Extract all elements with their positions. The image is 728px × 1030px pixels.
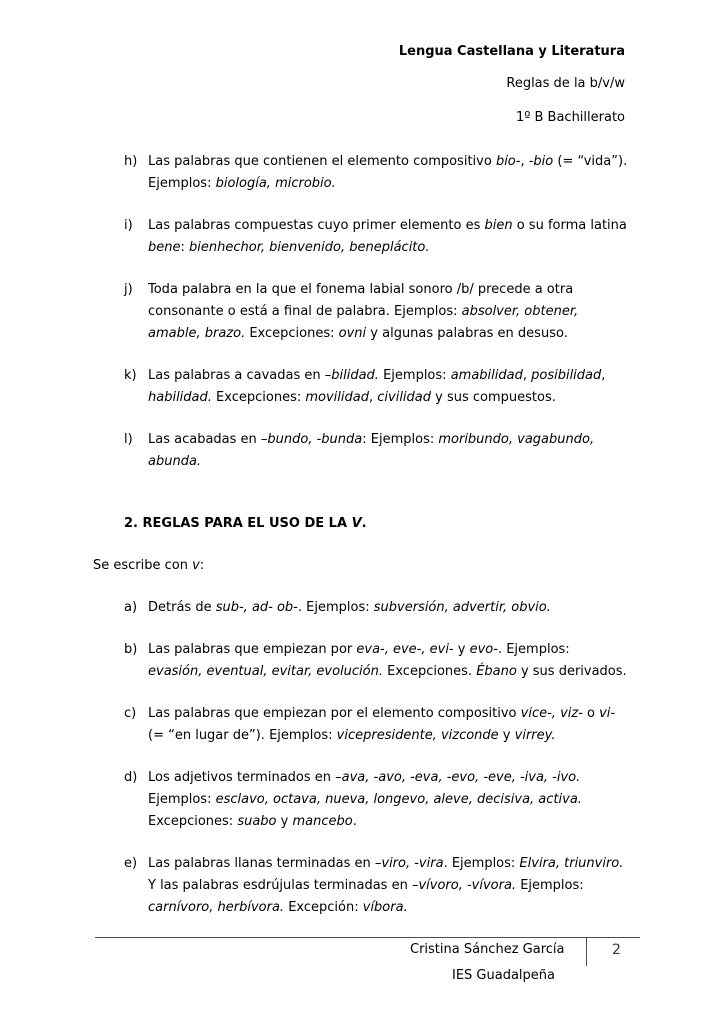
list-item-label: b): [124, 642, 138, 657]
list-item-label: d): [124, 770, 138, 785]
page-number-separator: [586, 938, 587, 966]
list-item-label: a): [124, 600, 138, 615]
list-item: [0, 365, 728, 409]
list-item-text: [148, 218, 627, 255]
italic-example: virrey.: [514, 728, 556, 743]
text-segment: Las palabras que empiezan por el elemento compositivo: [148, 706, 521, 721]
italic-example: –bilidad.: [324, 368, 379, 383]
italic-example: –vívoro, -vívora.: [411, 878, 517, 893]
text-segment: (= “en lugar de”). Ejemplos:: [148, 728, 337, 743]
list-item-text: [148, 432, 594, 469]
list-item: [0, 639, 728, 683]
list-item: [0, 429, 728, 473]
italic-example: bien: [484, 218, 513, 233]
text-segment: Las palabras compuestas cuyo primer elemento es: [148, 218, 485, 233]
list-item: [0, 279, 728, 345]
text-segment: Excepción:: [284, 900, 363, 915]
list-item-label: l): [124, 432, 133, 447]
italic-example: bene: [148, 240, 181, 255]
text-segment: Excepciones:: [245, 326, 339, 341]
list-item-label: k): [124, 368, 137, 383]
text-segment: y sus derivados.: [516, 664, 627, 679]
list-item-label: i): [124, 218, 133, 233]
text-segment: y sus compuestos.: [431, 390, 556, 405]
italic-example: vi-: [599, 706, 616, 721]
list-item-text: [148, 368, 605, 405]
intro-prefix: Se escribe con: [93, 558, 193, 573]
italic-example: Elvira, triunviro.: [519, 856, 624, 871]
intro-letter: v: [192, 558, 200, 573]
text-segment: . Ejemplos:: [297, 600, 374, 615]
list-item-text: [148, 706, 615, 743]
text-segment: Y las palabras esdrújulas terminadas en: [148, 878, 412, 893]
course-label: 1º B Bachillerato: [515, 110, 625, 125]
section-v-title-prefix: 2. REGLAS PARA EL USO DE LA: [124, 516, 352, 531]
text-segment: y algunas palabras en desuso.: [366, 326, 568, 341]
text-segment: :: [180, 240, 190, 255]
footer-divider: [95, 937, 640, 938]
italic-example: sub-, ad- ob-: [215, 600, 298, 615]
section-v-intro: [0, 555, 728, 577]
italic-example: evo-: [469, 642, 498, 657]
italic-example: víbora.: [362, 900, 408, 915]
italic-example: bio-: [495, 154, 521, 169]
italic-example: carnívoro, herbívora.: [148, 900, 285, 915]
italic-example: mancebo: [292, 814, 353, 829]
list-item-label: j): [124, 282, 133, 297]
list-item-text: [148, 600, 551, 615]
list-item: [0, 215, 728, 259]
list-item: [0, 703, 728, 747]
footer-school: IES Guadalpeña: [452, 968, 555, 983]
list-item: [0, 767, 728, 833]
italic-example: biología, microbio.: [215, 176, 336, 191]
text-segment: ,: [601, 368, 606, 383]
text-segment: y: [498, 728, 515, 743]
section-v-title-suffix: .: [361, 516, 367, 531]
document-title: Lengua Castellana y Literatura: [398, 44, 625, 59]
text-segment: y: [453, 642, 470, 657]
list-item-label: e): [124, 856, 138, 871]
italic-example: -bio: [528, 154, 554, 169]
page-number: 2: [612, 942, 621, 958]
text-segment: Las acabadas en: [148, 432, 261, 447]
list-item-text: [148, 770, 582, 829]
text-segment: Ejemplos:: [516, 878, 584, 893]
italic-example: bienhechor, bienvenido, beneplácito.: [189, 240, 430, 255]
italic-example: esclavo, octava, nueva, longevo, aleve, decisiva, activa.: [215, 792, 582, 807]
italic-example: suabo: [237, 814, 277, 829]
italic-example: eva-, eve-, evi-: [356, 642, 454, 657]
italic-example: –bundo, -bunda: [260, 432, 363, 447]
italic-example: civilidad: [377, 390, 432, 405]
list-item-label: c): [124, 706, 137, 721]
document-subtitle: Reglas de la b/v/w: [506, 76, 625, 91]
text-segment: Las palabras a cavadas en: [148, 368, 325, 383]
list-item-text: [148, 154, 627, 191]
italic-example: habilidad.: [148, 390, 212, 405]
italic-example: vicepresidente, vizconde: [336, 728, 499, 743]
text-segment: Excepciones.: [382, 664, 477, 679]
list-item-label: h): [124, 154, 138, 169]
text-segment: . Ejemplos:: [443, 856, 520, 871]
text-segment: : Ejemplos:: [362, 432, 439, 447]
footer-author: Cristina Sánchez García: [410, 942, 565, 957]
italic-example: vice-, viz-: [520, 706, 583, 721]
text-segment: Las palabras que empiezan por: [148, 642, 357, 657]
text-segment: o su forma latina: [512, 218, 627, 233]
italic-example: movilidad: [305, 390, 369, 405]
page-body: [0, 151, 728, 939]
text-segment: Las palabras que contienen el elemento compositivo: [148, 154, 496, 169]
list-item-text: [148, 642, 627, 679]
list-item-text: [148, 856, 623, 915]
italic-example: amabilidad: [450, 368, 523, 383]
italic-example: ovni: [338, 326, 367, 341]
text-segment: y: [276, 814, 293, 829]
text-segment: . Ejemplos:: [497, 642, 570, 657]
section-v-title-letter: V: [351, 516, 362, 531]
italic-example: moribundo, vagabundo, abunda.: [148, 432, 595, 469]
text-segment: Las palabras llanas terminadas en: [148, 856, 375, 871]
list-item: [0, 597, 728, 619]
italic-example: –viro, -vira: [374, 856, 444, 871]
b-rules-list: [0, 151, 728, 473]
text-segment: .: [352, 814, 357, 829]
italic-example: evasión, eventual, evitar, evolución.: [148, 664, 383, 679]
italic-example: posibilidad: [531, 368, 602, 383]
text-segment: Excepciones:: [211, 390, 306, 405]
list-item: [0, 151, 728, 195]
text-segment: Toda palabra en la que el fonema labial sonoro /b/ precede a otra consonante o está a final de palabra. Ejemplos:: [148, 282, 574, 319]
list-item-text: [148, 282, 578, 341]
italic-example: subversión, advertir, obvio.: [373, 600, 551, 615]
text-segment: Ejemplos:: [148, 792, 216, 807]
intro-suffix: :: [199, 558, 205, 573]
text-segment: o: [582, 706, 600, 721]
text-segment: ,: [520, 154, 529, 169]
italic-example: –ava, -avo, -eva, -evo, -eve, -iva, -ivo.: [335, 770, 581, 785]
text-segment: Ejemplos:: [378, 368, 451, 383]
text-segment: Detrás de: [148, 600, 216, 615]
italic-example: Ébano: [476, 664, 517, 679]
text-segment: Los adjetivos terminados en: [148, 770, 336, 785]
list-item: [0, 853, 728, 919]
italic-example: absolver, obtener, amable, brazo.: [148, 304, 579, 341]
section-v-heading: [0, 513, 728, 535]
text-segment: Excepciones:: [148, 814, 238, 829]
text-segment: (= “vida”). Ejemplos:: [148, 154, 628, 191]
text-segment: ,: [522, 368, 532, 383]
v-rules-list: [0, 597, 728, 919]
text-segment: ,: [368, 390, 378, 405]
